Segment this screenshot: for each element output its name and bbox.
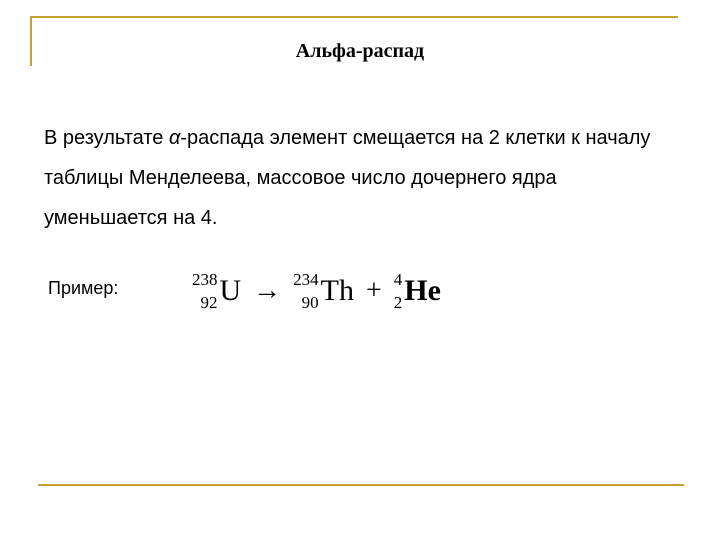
slide-body-text — [44, 118, 684, 238]
emitted-atomic-number: 2 — [393, 293, 403, 312]
parent-symbol: U — [219, 274, 242, 307]
daughter-mass-number: 234 — [293, 270, 319, 289]
daughter-isotope-numbers — [293, 271, 319, 311]
body-text-rest: -распада элемент смещается на 2 клетки к началу таблицы Менделеева, массовое число дочернего ядра уменьшается на 4. — [44, 127, 651, 229]
body-text-start: В результате — [44, 127, 169, 149]
daughter-nuclide — [293, 271, 354, 311]
alpha-symbol: α — [168, 127, 181, 149]
emitted-nuclide — [394, 271, 441, 311]
reaction-arrow: → — [253, 275, 282, 306]
slide-title — [0, 40, 720, 63]
example-label: Пример: — [48, 278, 119, 298]
frame-top-line — [30, 16, 678, 18]
parent-atomic-number: 92 — [200, 293, 218, 312]
emitted-isotope-numbers — [394, 271, 403, 311]
emitted-symbol: He — [404, 274, 441, 307]
emitted-mass-number: 4 — [393, 270, 403, 289]
frame-bottom-line — [38, 484, 684, 486]
decay-equation — [192, 266, 441, 316]
plus-sign: + — [366, 275, 382, 306]
slide-title-text: Альфа-распад — [295, 40, 425, 62]
parent-mass-number: 238 — [192, 270, 218, 289]
daughter-atomic-number: 90 — [301, 293, 319, 312]
parent-isotope-numbers — [192, 271, 218, 311]
parent-nuclide — [192, 271, 241, 311]
daughter-symbol: Th — [320, 274, 354, 307]
